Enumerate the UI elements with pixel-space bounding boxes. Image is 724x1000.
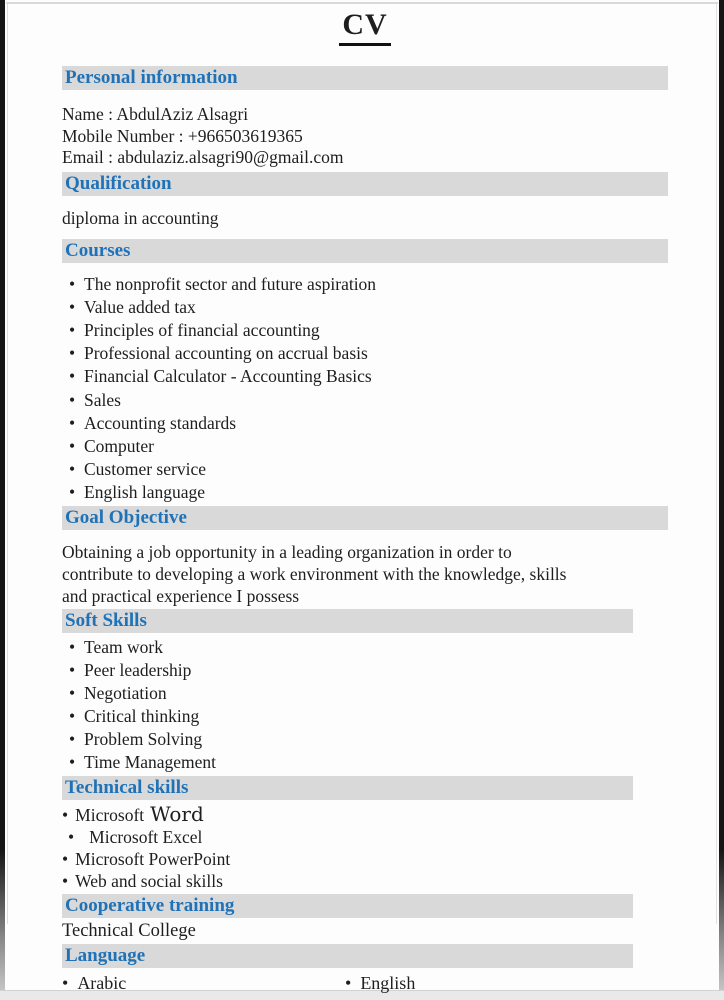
section-heading-label: Language [65, 945, 146, 967]
section-header-qualification [62, 172, 668, 196]
goal-objective-line: Obtaining a job opportunity in a leading organization in order to [62, 541, 512, 562]
section-header-courses [62, 239, 668, 263]
section-heading-label: Personal information [65, 67, 238, 88]
section-heading-label: Soft Skills [65, 610, 147, 632]
section-header-personal-information [62, 66, 668, 90]
course-item: • The nonprofit sector and future aspiration [62, 273, 668, 296]
goal-objective-text [62, 541, 668, 608]
section-header-goal-objective [62, 506, 668, 530]
courses-list [62, 273, 668, 505]
language-item-arabic [62, 972, 345, 994]
bullet-icon: • [62, 805, 69, 826]
course-item: • Financial Calculator - Accounting Basics [62, 365, 668, 388]
course-item: • English language [62, 481, 668, 504]
section-heading-label: Courses [65, 239, 131, 261]
course-item: • Professional accounting on accrual basis [62, 342, 668, 365]
mobile-line: Mobile Number : +966503619365 [62, 125, 303, 146]
goal-objective-line: contribute to developing a work environment with the knowledge, skills [62, 563, 567, 584]
language-list [62, 972, 668, 994]
soft-skill-item: • Team work [62, 636, 668, 659]
tech-item-label: Web and social skills [75, 871, 223, 892]
tech-item-word [62, 803, 668, 826]
bullet-icon: • [62, 973, 69, 994]
language-item-english [345, 972, 415, 994]
bullet-icon: • [62, 849, 69, 870]
section-heading-label: Goal Objective [65, 506, 187, 528]
tech-item-product: Word [150, 802, 204, 827]
tech-item-web [62, 870, 668, 892]
course-item: • Computer [62, 435, 668, 458]
course-item: • Customer service [62, 458, 668, 481]
section-heading-label: Qualification [65, 172, 172, 194]
soft-skills-list [62, 636, 668, 774]
bullet-icon: • [345, 973, 352, 994]
bullet-icon: • [62, 871, 69, 892]
section-header-language [62, 944, 633, 968]
tech-item-label: Microsoft [75, 805, 145, 826]
goal-objective-line: and practical experience I possess [62, 586, 300, 607]
tech-item-excel [62, 826, 668, 848]
name-line: Name : AbdulAziz Alsagri [62, 104, 249, 124]
tech-item-label: Microsoft Excel [89, 827, 203, 848]
section-heading-label: Cooperative training [65, 895, 235, 917]
email-line: Email : abdulaziz.alsagri90@gmail.com [62, 147, 344, 167]
language-label: Arabic [77, 973, 127, 994]
qualification-text: diploma in accounting [62, 207, 219, 228]
course-item: • Principles of financial accounting [62, 319, 668, 342]
section-header-technical-skills [62, 776, 633, 800]
section-header-soft-skills [62, 609, 633, 633]
soft-skill-item: • Time Management [62, 751, 668, 774]
course-item: • Sales [62, 389, 668, 412]
section-header-cooperative-training [62, 894, 633, 918]
soft-skill-item: • Problem Solving [62, 728, 668, 751]
title-row [62, 8, 668, 46]
tech-item-powerpoint [62, 848, 668, 870]
tech-item-label: Microsoft PowerPoint [75, 849, 231, 870]
course-item: • Value added tax [62, 296, 668, 319]
language-label: English [360, 973, 416, 994]
course-item: • Accounting standards [62, 412, 668, 435]
bullet-icon: • [68, 827, 75, 848]
soft-skill-item: • Negotiation [62, 682, 668, 705]
soft-skill-item: • Peer leadership [62, 659, 668, 682]
page-title: CV [339, 8, 390, 46]
cooperative-training-text: Technical College [62, 921, 196, 942]
section-heading-label: Technical skills [65, 777, 189, 799]
personal-info-block [62, 104, 668, 169]
technical-skills-list [62, 803, 668, 892]
soft-skill-item: • Critical thinking [62, 705, 668, 728]
